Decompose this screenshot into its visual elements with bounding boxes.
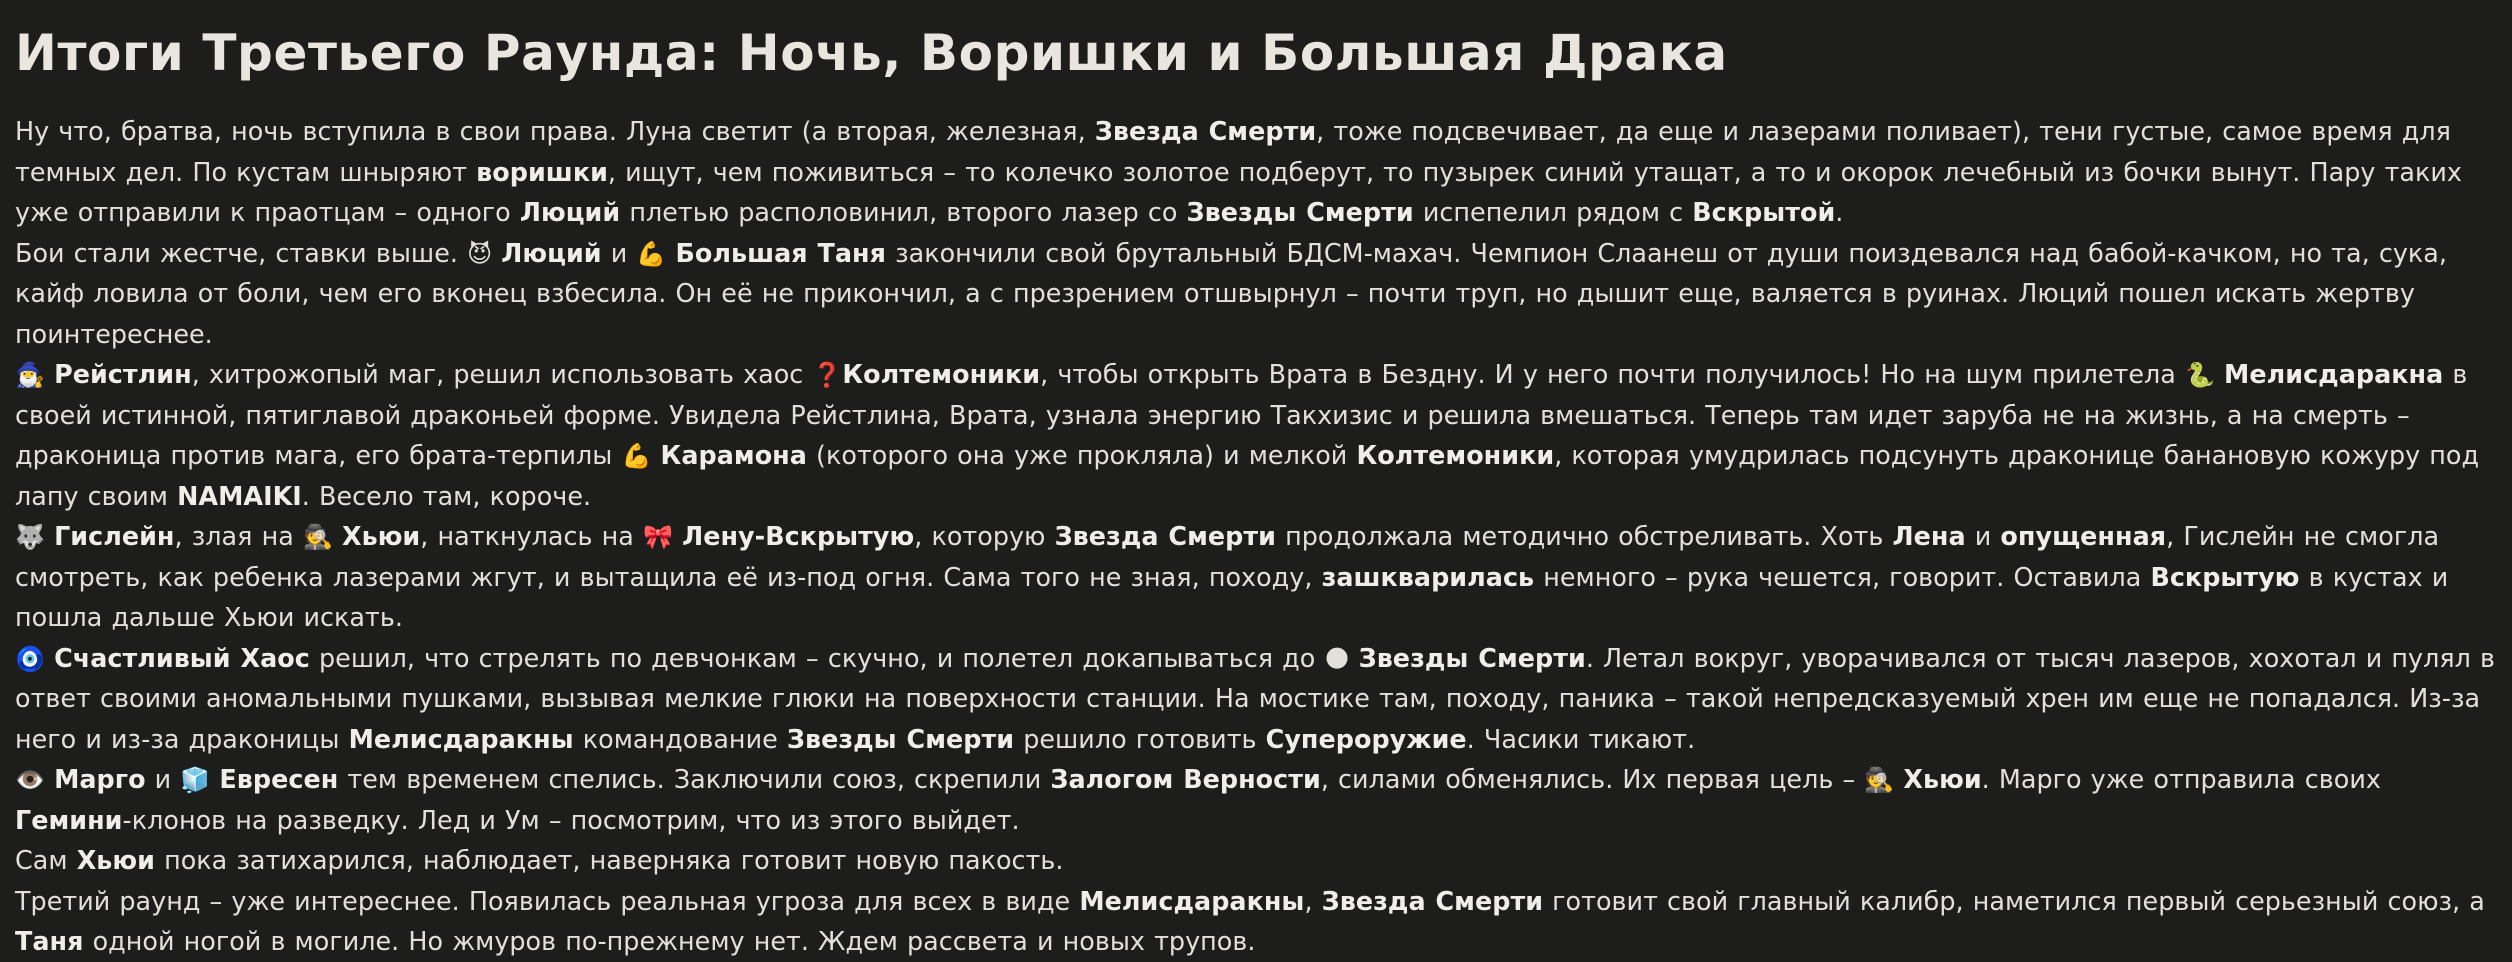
text-run	[492, 238, 501, 268]
bold-name: Лену-Вскрытую	[682, 521, 915, 551]
bold-name: Колтемоники	[842, 359, 1041, 389]
mage-emoji: 🧙‍♂️	[15, 361, 45, 389]
bold-name: опущенная	[2000, 521, 2167, 551]
bold-name: Хьюи	[76, 845, 155, 875]
text-run: (которого она уже прокляла) и мелкой	[806, 440, 1357, 470]
bold-name: Лена	[1892, 521, 1966, 551]
text-run: ,	[1304, 885, 1322, 916]
text-run	[651, 440, 660, 470]
text-run: , которая умудрилась подсунуть драконице банановую кожуру под лапу своим	[15, 440, 2480, 511]
bold-name: Звезды Смерти	[1186, 197, 1414, 227]
text-run: -клонов на разведку. Лед и Ум – посмотрим, что из этого выйдет.	[122, 804, 1020, 835]
text-run: и	[1965, 521, 2001, 551]
bold-name: Хьюи	[342, 521, 421, 551]
text-run	[45, 764, 54, 794]
moon-sphere-emoji: 🌑	[1324, 644, 1350, 673]
article-body	[15, 111, 2496, 962]
bold-name: Таня	[15, 926, 84, 956]
bold-name: Счастливый Хаос	[54, 642, 310, 673]
text-run: Бои стали жестче, ставки выше.	[15, 237, 468, 268]
text-run: и	[145, 764, 181, 794]
bold-name: Звезды Смерти	[1358, 642, 1586, 673]
text-run: , тоже подсвечивает, да еще и лазерами поливает), тени густые, самое время для темных дел. По кустам шныряют	[15, 116, 2451, 187]
text-run: командование	[573, 723, 787, 754]
bold-name: Мелисдаракны	[348, 723, 574, 754]
text-run: , силами обменялись. Их первая цель –	[1320, 764, 1865, 794]
detective-emoji: 🕵️	[302, 523, 333, 551]
text-run: немного – рука чешется, говорит. Оставила	[1534, 561, 2151, 592]
paragraph	[15, 516, 2496, 638]
bold-name: Звезды Смерти	[786, 723, 1015, 754]
text-run: испепелил рядом с	[1413, 197, 1693, 227]
wolf-emoji: 🐺	[15, 523, 45, 551]
text-run: , ищут, чем поживиться – то колечко золотое подберут, то пузырек синий утащат, а то и окорок лечебный из бочки вынут. Пару таких уже отправили к праотцам – одного	[15, 156, 2463, 227]
bold-name: воришки	[476, 156, 608, 187]
text-run: одной ногой в могиле. Но жмуров по-прежнему нет. Ждем рассвета и новых трупов.	[83, 926, 1256, 956]
text-run: , которую	[914, 521, 1055, 551]
bold-name: Гислейн	[54, 521, 175, 551]
text-run: решило готовить	[1014, 723, 1266, 754]
question-mark-emoji: ❓	[812, 361, 843, 389]
text-run	[2215, 359, 2224, 389]
text-run: , злая на	[174, 521, 303, 551]
bold-name: зашкварилась	[1321, 561, 1535, 592]
devil-emoji: 😈	[467, 239, 493, 268]
text-run: и	[601, 237, 637, 268]
text-run: , Гислейн не смогла смотреть, как ребенка лазерами жгут, и вытащила её из-под огня. Сама того не зная, походу,	[15, 521, 2440, 592]
text-run	[673, 521, 682, 551]
text-run: решил, что стрелять по девчонкам – скучно, и полетел докапываться до	[309, 642, 1325, 673]
text-run: . Весело там, короче.	[301, 480, 592, 511]
ice-cube-emoji: 🧊	[180, 766, 211, 794]
page-title: Итоги Третьего Раунда: Ночь, Воришки и Большая Драка	[15, 24, 1728, 82]
bold-name: Мелисдаракна	[2224, 359, 2444, 389]
text-run: закончили свой брутальный БДСМ-махач. Чемпион Слаанеш от души поиздевался над бабой-качком, но та, сука, кайф ловила от боли, чем его вконец взбесила. Он её не прикончил, а с презрением отшвырнул – почти труп, но дышит еще, валяется в руинах. Люций пошел искать жертву поинтереснее.	[15, 237, 2447, 349]
bold-name: Мелисдаракны	[1079, 885, 1305, 916]
text-run: тем временем спелись. Заключили союз, скрепили	[338, 764, 1051, 794]
paragraph	[15, 759, 2496, 840]
text-run	[45, 643, 54, 673]
text-run: плетью располовинил, второго лазер со	[620, 197, 1187, 227]
bold-name: Люций	[519, 197, 621, 227]
text-run: , наткнулась на	[420, 521, 643, 551]
bold-name: Люций	[501, 237, 602, 268]
bold-name: Евресен	[219, 764, 339, 794]
text-run: .	[1835, 197, 1844, 227]
bold-name: Звезда Смерти	[1054, 521, 1276, 551]
text-run: . Летал вокруг, уворачивался от тысяч лазеров, хохотал и пулял в ответ своими аномальными пушками, вызывая мелкие глюки на поверхности станции. На мостике там, походу, паника – такой непредсказуемый хрен им еще не попадался. Из-за него и из-за драконицы	[15, 642, 2496, 754]
text-run	[45, 359, 54, 389]
paragraph	[15, 233, 2496, 355]
bold-name: Вскрытую	[2150, 561, 2300, 592]
text-run: . Часики тикают.	[1466, 723, 1696, 754]
bold-name: Звезда Смерти	[1094, 116, 1317, 146]
text-run: пока затихарился, наблюдает, наверняка готовит новую пакость.	[154, 845, 1064, 875]
text-run	[45, 521, 54, 551]
eye-emoji: 👁️	[15, 766, 45, 794]
bold-name: Вскрытой	[1692, 197, 1836, 227]
paragraph	[15, 638, 2496, 760]
text-run: в кустах и пошла дальше Хьюи искать.	[15, 561, 2449, 632]
bold-name: Рейстлин	[54, 359, 192, 389]
text-run: Ну что, братва, ночь вступила в свои права. Луна светит (а вторая, железная,	[15, 116, 1095, 146]
paragraph	[15, 354, 2496, 516]
text-run: Сам	[15, 845, 77, 875]
bold-name: Хьюи	[1903, 764, 1982, 794]
text-run: продолжала методично обстреливать. Хоть	[1275, 521, 1893, 551]
text-run: , чтобы открыть Врата в Бездну. И у него почти получилось! Но на шум прилетела	[1040, 359, 2185, 389]
bold-name: Залогом Верности	[1050, 764, 1321, 794]
bold-name: Звезда Смерти	[1321, 885, 1544, 916]
text-run: , хитрожопый маг, решил использовать хаос	[191, 359, 813, 389]
paragraph	[15, 840, 2496, 881]
text-run: Третий раунд – уже интереснее. Появилась реальная угроза для всех в виде	[15, 885, 1080, 916]
bold-name: Супероружие	[1265, 723, 1467, 754]
text-run: готовит свой главный калибр, наметился первый серьезный союз, а	[1543, 885, 2485, 916]
ribbon-emoji: 🎀	[643, 523, 673, 551]
bold-name: Карамона	[660, 440, 807, 470]
text-run: в своей истинной, пятиглавой драконьей форме. Увидела Рейстлина, Врата, узнала энергию Такхизис и решила вмешаться. Теперь там идет заруба не на жизнь, а на смерть – драконица против мага, его брата-терпилы	[15, 359, 2468, 470]
text-run	[1350, 643, 1359, 673]
text-run: . Марго уже отправила своих	[1981, 764, 2381, 794]
bold-name: Колтемоники	[1356, 440, 1555, 470]
bold-name: Марго	[54, 764, 146, 794]
detective-emoji: 🕵️	[1864, 766, 1895, 794]
flexed-biceps-emoji: 💪	[621, 442, 652, 470]
text-run	[333, 521, 342, 551]
bold-name: NAMAIKI	[177, 480, 302, 511]
bold-name: Большая Таня	[675, 237, 886, 268]
snake-emoji: 🐍	[2184, 361, 2215, 389]
paragraph	[15, 881, 2496, 962]
flexed-biceps-emoji: 💪	[636, 239, 667, 268]
bold-name: Гемини	[15, 804, 123, 835]
nazar-amulet-emoji: 🧿	[15, 644, 45, 673]
paragraph	[15, 111, 2496, 233]
